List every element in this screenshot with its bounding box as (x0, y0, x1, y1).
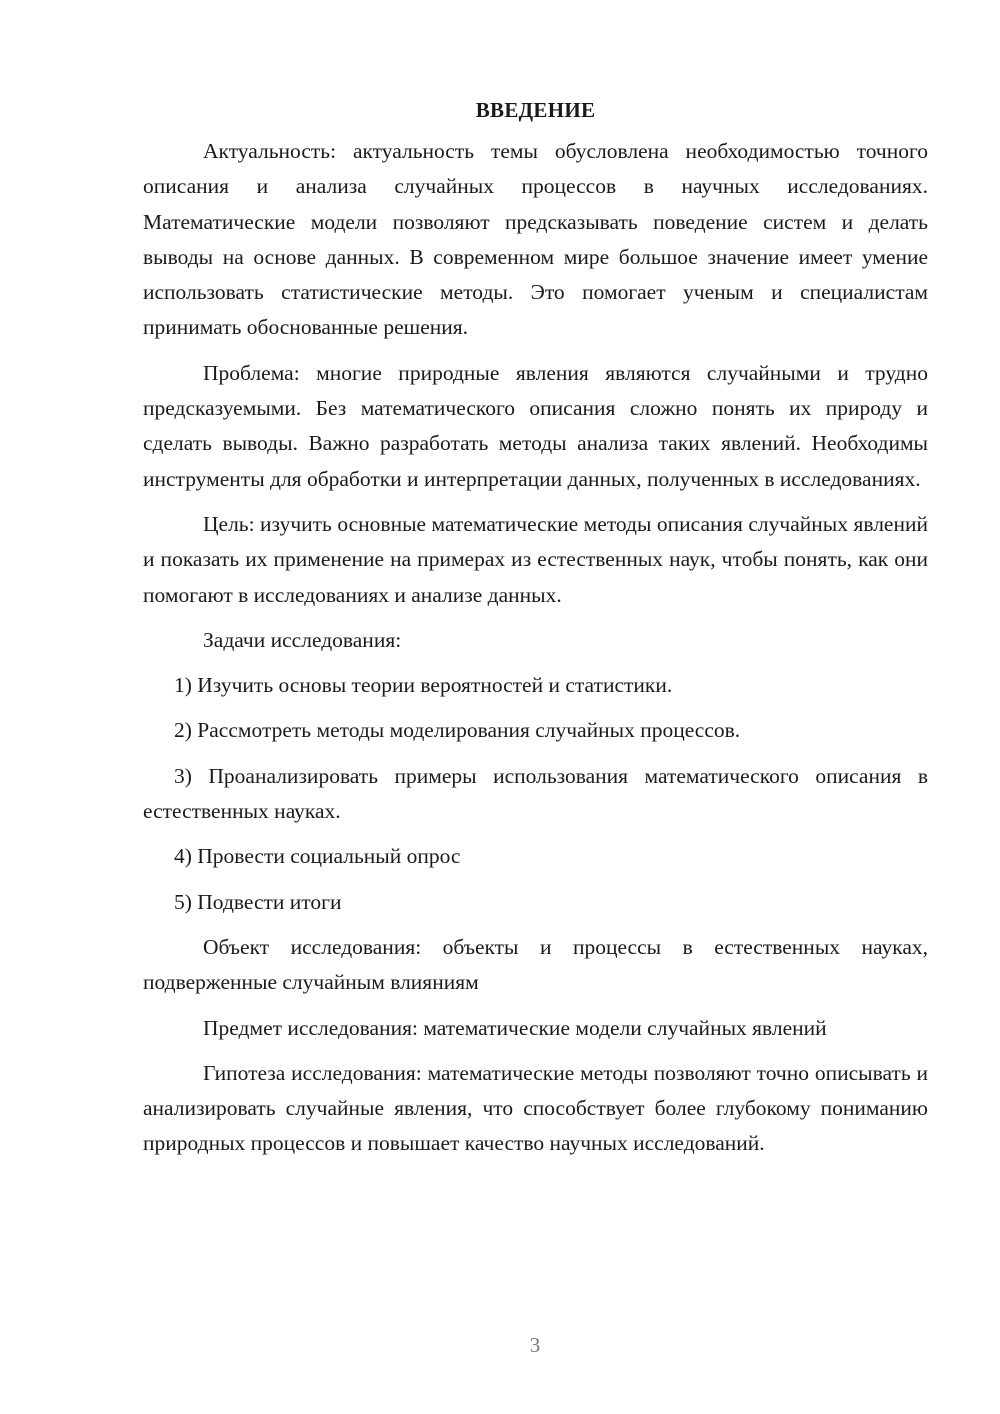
task-item-3: 3) Проанализировать примеры использования математического описания в естественных науках. (143, 763, 928, 824)
page-number: 3 (529, 1333, 541, 1357)
task-item-4: 4) Провести социальный опрос (174, 844, 461, 869)
paragraph-subject: Предмет исследования: математические модели случайных явлений (203, 1015, 827, 1040)
page-title: ВВЕДЕНИЕ (475, 98, 596, 122)
document-page (143, 96, 928, 1172)
task-item-5: 5) Подвести итоги (174, 889, 342, 914)
paragraph-goal: Цель: изучить основные математические методы описания случайных явлений и показать их применение на примерах из естественных наук, чтобы понять, как они помогают в исследованиях и анализе данных. (143, 511, 928, 607)
paragraph-hypothesis: Гипотеза исследования: математические методы позволяют точно описывать и анализировать случайные явления, что способствует более глубокому пониманию природных процессов и повышает качество научных исследований. (143, 1060, 928, 1156)
task-item-2: 2) Рассмотреть методы моделирования случайных процессов. (174, 718, 741, 743)
paragraph-object: Объект исследования: объекты и процессы в естественных науках, подверженные случайным влияниям (143, 934, 928, 995)
paragraph-tasks-heading: Задачи исследования: (203, 627, 402, 652)
paragraph-relevance: Актуальность: актуальность темы обусловлена необходимостью точного описания и анализа случайных процессов в научных исследованиях. Математические модели позволяют предсказывать поведение систем и делать выводы на основе данных. В современном мире большое значение имеет умение использовать статистические методы. Это помогает ученым и специалистам принимать обоснованные решения. (143, 139, 928, 340)
paragraph-problem: Проблема: многие природные явления являются случайными и трудно предсказуемыми. Без математического описания сложно понять их природу и сделать выводы. Важно разработать методы анализа таких явлений. Необходимы инструменты для обработки и интерпретации данных, полученных в исследованиях. (143, 360, 928, 491)
task-item-1: 1) Изучить основы теории вероятностей и статистики. (174, 673, 673, 698)
